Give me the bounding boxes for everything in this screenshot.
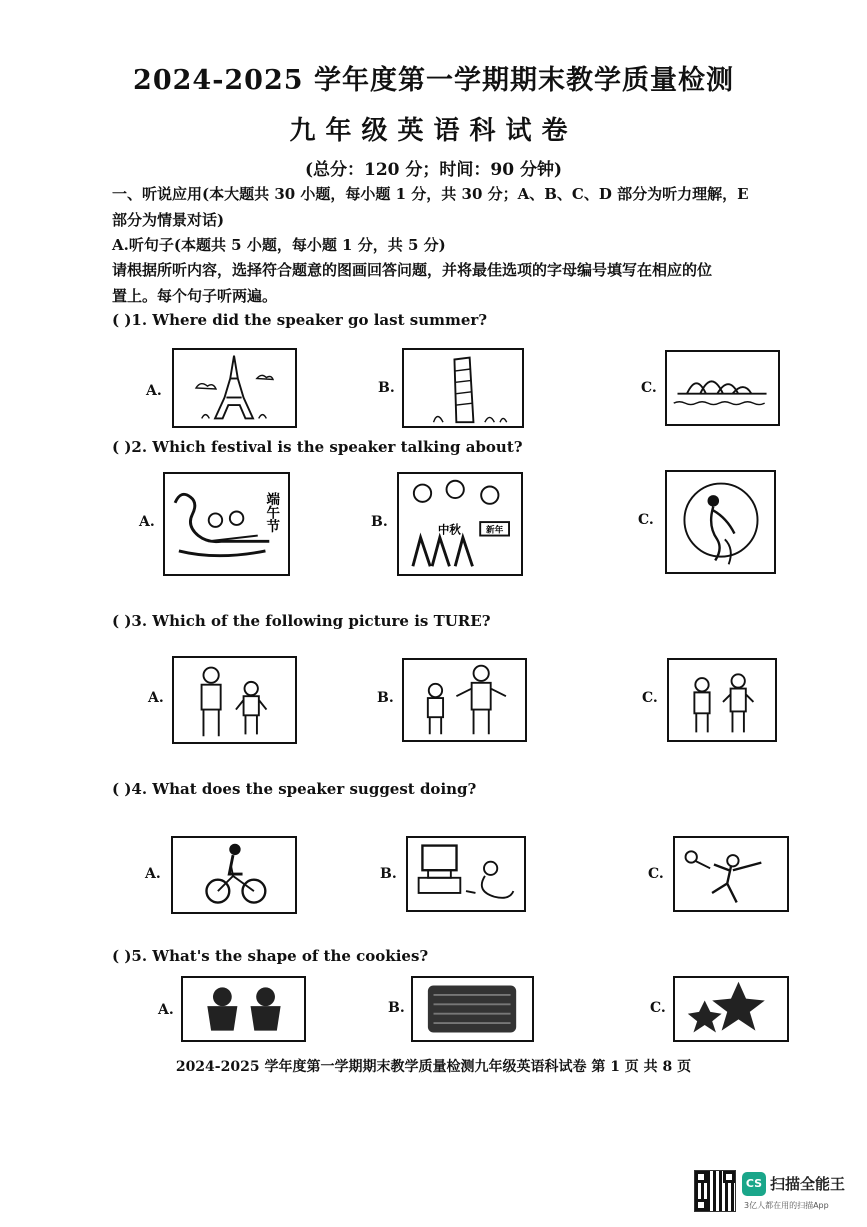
cycling-icon bbox=[173, 838, 295, 912]
moon-goddess-icon bbox=[667, 472, 774, 572]
question-1: ( )1. Where did the speaker go last summer? bbox=[112, 311, 488, 329]
q2-option-b-label: B. bbox=[371, 514, 388, 530]
sydney-opera-house-icon bbox=[667, 352, 778, 424]
q2-option-c-image[interactable] bbox=[665, 470, 776, 574]
question-5: ( )5. What's the shape of the cookies? bbox=[112, 947, 429, 965]
q2-b-sign: 新年 bbox=[485, 525, 504, 536]
q1-option-a-image[interactable] bbox=[172, 348, 297, 428]
scanner-app-name: 扫描全能王 bbox=[770, 1175, 846, 1193]
page-footer: 2024-2025 学年度第一学期期末教学质量检测九年级英语科试卷 第 1 页 共 8 页 bbox=[175, 1059, 692, 1075]
q3-option-b-label: B. bbox=[377, 690, 394, 706]
score-time: (总分：120 分；时间：90 分钟) bbox=[304, 160, 563, 180]
qr-code-icon bbox=[694, 1170, 736, 1212]
tall-and-short-people-icon bbox=[174, 658, 295, 742]
dragon-boat-icon bbox=[165, 474, 288, 574]
q5-option-a-label: A. bbox=[158, 1002, 174, 1018]
part-a-heading: A.听句子(本题共 5 小题，每小题 1 分，共 5 分) bbox=[112, 236, 446, 254]
square-cookie-icon bbox=[413, 978, 532, 1040]
q5-option-c-image[interactable] bbox=[673, 976, 789, 1042]
q1-option-c-image[interactable] bbox=[665, 350, 780, 426]
q1-option-b-image[interactable] bbox=[402, 348, 524, 428]
q4-option-c-label: C. bbox=[648, 866, 664, 882]
q3-option-c-label: C. bbox=[642, 690, 658, 706]
q5-option-a-image[interactable] bbox=[181, 976, 306, 1042]
star-cookies-icon bbox=[675, 978, 787, 1040]
q5-option-b-label: B. bbox=[388, 1000, 405, 1016]
question-3: ( )3. Which of the following picture is TURE? bbox=[112, 612, 491, 630]
q5-option-c-label: C. bbox=[650, 1000, 666, 1016]
q4-option-b-image[interactable] bbox=[406, 836, 526, 912]
q1-option-b-label: B. bbox=[378, 380, 395, 396]
exam-subtitle: 九年级英语科试卷 bbox=[289, 116, 578, 146]
question-2: ( )2. Which festival is the speaker talking about? bbox=[112, 438, 523, 456]
q4-option-a-label: A. bbox=[145, 866, 161, 882]
q2-option-a-label: A. bbox=[139, 514, 155, 530]
badminton-icon bbox=[675, 838, 787, 910]
section-heading-line1: 一、听说应用(本大题共 30 小题，每小题 1 分，共 30 分；A、B、C、D 部分为听力理解，E bbox=[112, 185, 749, 203]
instruction-line1: 请根据所听内容，选择符合题意的图画回答问题，并将最佳选项的字母编号填写在相应的位 bbox=[112, 261, 713, 279]
q2-option-c-label: C. bbox=[638, 512, 654, 528]
instruction-line2: 置上。每个句子听两遍。 bbox=[112, 287, 278, 305]
exam-title: 2024-2025 学年度第一学期期末教学质量检测 bbox=[133, 65, 734, 96]
q4-option-a-image[interactable] bbox=[171, 836, 297, 914]
q4-option-b-label: B. bbox=[380, 866, 397, 882]
q3-option-a-image[interactable] bbox=[172, 656, 297, 744]
q1-option-c-label: C. bbox=[641, 380, 657, 396]
q3-option-b-image[interactable] bbox=[402, 658, 527, 742]
people-shaped-cookies-icon bbox=[183, 978, 304, 1040]
q5-option-b-image[interactable] bbox=[411, 976, 534, 1042]
scanner-tagline: 3亿人都在用的扫描App bbox=[744, 1201, 829, 1210]
two-people-icon bbox=[669, 660, 775, 740]
camscanner-logo-icon: CS bbox=[742, 1172, 766, 1196]
q2-a-caption: 端午节 bbox=[263, 492, 279, 533]
q2-option-a-image[interactable] bbox=[163, 472, 290, 576]
question-4: ( )4. What does the speaker suggest doing? bbox=[112, 780, 477, 798]
new-year-celebration-icon bbox=[399, 474, 521, 574]
q2-option-b-image[interactable] bbox=[397, 472, 523, 576]
short-and-tall-people-icon bbox=[404, 660, 525, 740]
leaning-tower-icon bbox=[404, 350, 522, 426]
section-heading-line2: 部分为情景对话) bbox=[112, 211, 225, 229]
computer-games-icon bbox=[408, 838, 524, 910]
q3-option-c-image[interactable] bbox=[667, 658, 777, 742]
eiffel-tower-icon bbox=[174, 350, 295, 426]
q2-b-caption: 中秋 bbox=[437, 522, 461, 537]
q4-option-c-image[interactable] bbox=[673, 836, 789, 912]
q1-option-a-label: A. bbox=[146, 383, 162, 399]
q3-option-a-label: A. bbox=[148, 690, 164, 706]
